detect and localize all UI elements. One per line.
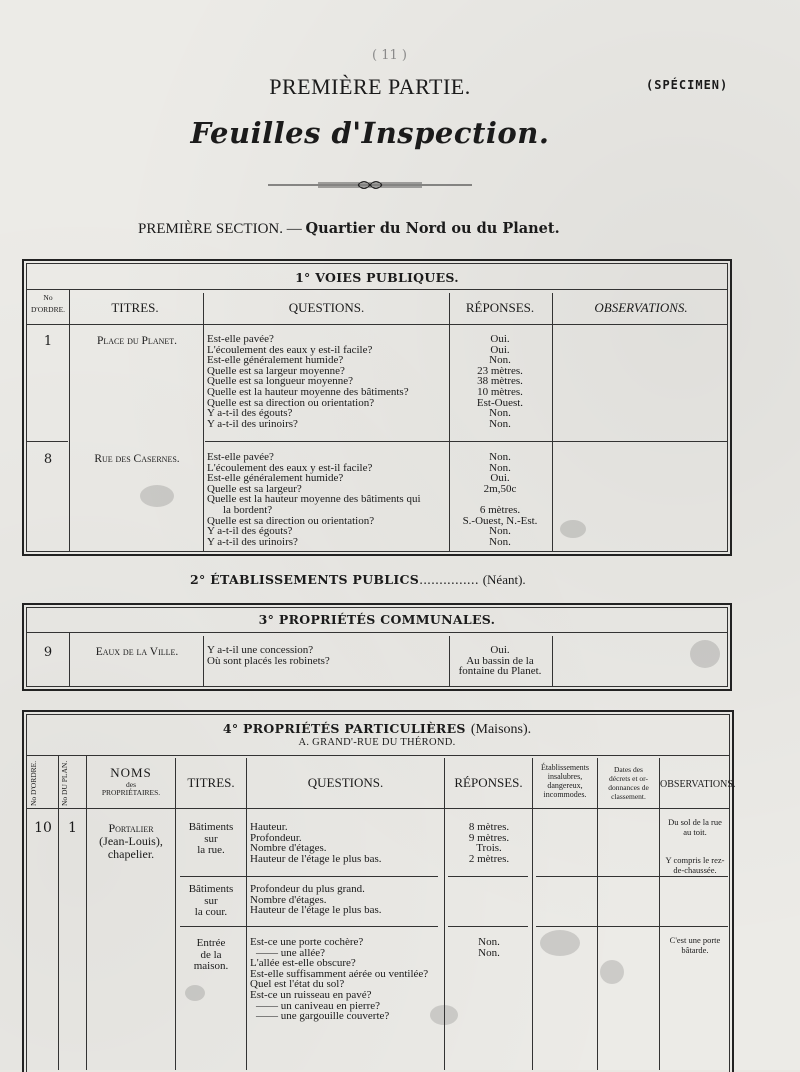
col-rule [246, 758, 247, 1070]
col-rule [659, 758, 660, 1070]
answer: Non. [489, 407, 511, 420]
questions-block [207, 645, 449, 666]
observation: de-chaussée. [673, 865, 717, 875]
section-label: PREMIÈRE SECTION. — [138, 221, 302, 237]
col-rule [449, 293, 450, 552]
titre-line: Entrée [196, 937, 226, 949]
question: Y a-t-il des urinoirs? [207, 417, 298, 430]
row-number: 1 [43, 334, 53, 349]
question: Hauteur de l'étage le plus bas. [250, 904, 382, 917]
col-rule [444, 758, 445, 1070]
col-rule [203, 636, 204, 687]
question: Est-elle pavée? [207, 333, 274, 345]
titre-line: Bâtiments [188, 821, 234, 833]
answer: Trois. [476, 842, 502, 855]
col-rule [552, 636, 553, 687]
header-line: Dates des [614, 765, 643, 774]
answer: Oui. [490, 644, 510, 656]
row-titre: Rue des Casernes. [94, 453, 180, 465]
row-titre: Place du Planet. [96, 335, 178, 347]
header-line: classement. [611, 792, 646, 801]
question: Quelle est sa direction ou orientation? [207, 514, 375, 527]
ordre-no: No [43, 293, 53, 302]
particulieres-title-line [0, 718, 754, 738]
answer: 9 mètres. [468, 831, 510, 844]
answer: Non. [489, 451, 511, 463]
rule [26, 632, 728, 633]
group-titre [176, 884, 246, 919]
question: Quelle est la hauteur moyenne des bâtiments qui [207, 493, 421, 506]
titre-line: maison. [193, 960, 229, 972]
answer: Non. [478, 946, 500, 959]
answer: Non. [489, 535, 511, 548]
plan-number: 1 [68, 820, 77, 836]
rule [536, 876, 728, 877]
titre-line: sur [204, 832, 218, 845]
question: Quelle est sa longueur moyenne? [207, 375, 354, 388]
question: Nombre d'étages. [250, 842, 327, 855]
col-header-reponses: RÉPONSES. [465, 300, 535, 315]
question: Où sont placés les robinets? [207, 654, 330, 667]
answer: Oui. [490, 343, 510, 356]
observations-block [660, 935, 730, 955]
question: Profondeur. [250, 831, 302, 844]
ordre-number: 10 [34, 820, 52, 836]
col-header-plan: No DU PLAN. [60, 760, 69, 806]
observation: au toit. [683, 827, 707, 837]
col-header-dates [598, 765, 659, 801]
col-rule [597, 758, 598, 1070]
answer: Non. [489, 525, 511, 538]
observation: bâtarde. [681, 945, 709, 955]
answers-block [451, 452, 549, 547]
answer: Oui. [490, 472, 510, 485]
main-title: Feuilles d'Inspection. [190, 116, 550, 150]
titre-line: la cour. [194, 906, 228, 918]
owner-line: Portalier [108, 821, 154, 835]
rule [26, 755, 730, 756]
question: L'écoulement des eaux y est-il facile? [207, 343, 373, 356]
observation: C'est une porte [669, 935, 721, 945]
row-number: 8 [43, 452, 53, 467]
question: Nombre d'étages. [250, 893, 327, 906]
row-number: 9 [43, 645, 53, 660]
col-header-titres: TITRES. [187, 775, 235, 790]
col-header-titres: TITRES. [111, 300, 159, 315]
answer: Au bassin de la [466, 654, 534, 667]
col-rule [552, 293, 553, 552]
answer: Est-Ouest. [476, 396, 524, 409]
particulieres-title: 4° PROPRIÉTÉS PARTICULIÈRES [222, 721, 466, 736]
observation: Du sol de la rue [668, 817, 722, 827]
header-line: insalubres, [547, 772, 583, 781]
titre-line: de la [200, 948, 222, 961]
rule [205, 441, 728, 442]
section-name: Quartier du Nord ou du Planet. [305, 220, 560, 237]
col-header-etablissements [533, 763, 597, 799]
answers-block [446, 822, 532, 864]
rule [26, 808, 730, 809]
particulieres-subtitle: A. GRAND'-RUE DU THÉROND. [298, 737, 456, 748]
question: L'allée est-elle obscure? [250, 957, 356, 970]
answer: S.-Ouest, N.-Est. [462, 514, 538, 527]
question: Est-elle généralement humide? [207, 472, 344, 485]
col-rule [532, 758, 533, 1070]
rule [180, 876, 438, 877]
page-number: ( 11 ) [372, 48, 407, 63]
answer: Non. [478, 936, 500, 948]
group-titre [176, 822, 246, 857]
part-title: PREMIÈRE PARTIE. [269, 74, 471, 99]
titre-line: Bâtiments [188, 883, 234, 895]
section-heading [138, 220, 560, 238]
rule [180, 926, 438, 927]
answer: Non. [489, 417, 511, 430]
question: —— un caniveau en pierre? [256, 999, 380, 1012]
header-line: Établissements [541, 763, 589, 772]
noms-label: NOMS [110, 765, 152, 780]
particulieres-title-suffix: (Maisons). [470, 722, 532, 737]
rule [26, 441, 68, 442]
question: Est-ce un ruisseau en pavé? [250, 988, 372, 1001]
col-header-observations: OBSERVATIONS. [594, 300, 688, 315]
question: —— une gargouille couverte? [256, 1010, 390, 1023]
col-rule [203, 293, 204, 552]
etablissements-line [190, 572, 526, 588]
answer: Non. [489, 461, 511, 474]
question: Est-elle suffisamment aérée ou ventilée? [250, 967, 429, 980]
question: la bordent? [223, 503, 273, 516]
header-line: dangereux, [547, 781, 583, 790]
question: Est-elle généralement humide? [207, 354, 344, 367]
question: Quel est l'état du sol? [250, 978, 345, 991]
question: Quelle est la hauteur moyenne des bâtiments? [207, 385, 409, 398]
questions-block [250, 822, 444, 864]
etablissements-value: (Néant). [482, 572, 526, 587]
answer: 2m,50c [483, 482, 517, 495]
questions-block [207, 334, 449, 429]
ornament-divider [268, 178, 472, 192]
questions-block [207, 452, 449, 547]
etablissements-title: 2° ÉTABLISSEMENTS PUBLICS [190, 572, 420, 587]
observations-block [660, 817, 730, 875]
question: —— une allée? [256, 946, 326, 959]
header-line: donnances de [608, 783, 649, 792]
col-header-ordre: No D'ORDRE. [29, 760, 38, 806]
question: Y a-t-il une concession? [207, 644, 314, 656]
header-line: décrets et or- [609, 774, 648, 783]
group-titre [176, 938, 246, 973]
answer: Oui. [490, 333, 510, 345]
answer: 2 mètres. [468, 852, 510, 865]
question: Quelle est sa largeur moyenne? [207, 364, 345, 377]
col-header-observations: OBSERVATIONS. [660, 779, 736, 790]
col-header-reponses: RÉPONSES. [454, 775, 523, 790]
observation [660, 837, 730, 847]
col-rule [58, 755, 59, 1070]
question: Hauteur de l'étage le plus bas. [250, 852, 382, 865]
answer: 6 mètres. [479, 503, 521, 516]
question: Est-elle pavée? [207, 451, 274, 463]
header-line: incommodes. [543, 790, 587, 799]
row-titre: Eaux de la Ville. [95, 646, 179, 658]
owner-line: chapelier. [107, 847, 155, 861]
answers-block [451, 334, 549, 429]
col-header-ordre [28, 294, 68, 314]
question: Est-ce une porte cochère? [250, 936, 364, 948]
rule [26, 324, 728, 325]
questions-block [250, 884, 444, 916]
noms-des: des [126, 780, 136, 789]
observation [660, 847, 730, 855]
answers-block [451, 645, 549, 677]
answer: 38 mètres. [477, 375, 523, 388]
question: Y a-t-il des égouts? [207, 407, 293, 420]
answer: Non. [489, 354, 511, 367]
answer: 8 mètres. [468, 821, 510, 833]
answer: 10 mètres. [477, 385, 523, 398]
titre-line: la rue. [197, 844, 225, 856]
question: Profondeur du plus grand. [250, 883, 365, 895]
answers-block [446, 937, 532, 958]
col-rule [86, 755, 87, 1070]
question: Quelle est sa largeur? [207, 482, 302, 495]
rule [26, 289, 728, 290]
question: L'écoulement des eaux y est-il facile? [207, 461, 373, 474]
ordre-label: D'ORDRE. [30, 305, 66, 314]
leader-dots: ............... [419, 572, 479, 587]
col-header-questions: QUESTIONS. [307, 775, 384, 790]
communales-title: 3° PROPRIÉTÉS COMMUNALES. [258, 612, 496, 627]
rule [536, 926, 728, 927]
col-rule [69, 632, 70, 687]
owner-name [87, 822, 175, 861]
rule [448, 926, 528, 927]
questions-block [250, 937, 444, 1022]
question: Quelle est sa direction ou orientation? [207, 396, 375, 409]
noms-proprietaires: PROPRIÉTAIRES. [101, 788, 161, 797]
answer: fontaine du Planet. [458, 665, 542, 678]
question: Hauteur. [250, 821, 288, 833]
specimen-label: (SPÉCIMEN) [646, 78, 729, 92]
col-header-questions: QUESTIONS. [288, 300, 365, 315]
col-rule [69, 289, 70, 552]
voies-title: 1° VOIES PUBLIQUES. [295, 270, 459, 285]
titre-line: sur [204, 894, 218, 907]
col-header-noms [87, 765, 175, 797]
answer: 23 mètres. [477, 364, 523, 377]
col-rule [449, 636, 450, 687]
observation: Y compris le rez- [665, 855, 725, 865]
owner-line: (Jean-Louis), [99, 834, 163, 848]
question: Y a-t-il des égouts? [207, 525, 293, 538]
rule [448, 876, 528, 877]
question: Y a-t-il des urinoirs? [207, 535, 298, 548]
